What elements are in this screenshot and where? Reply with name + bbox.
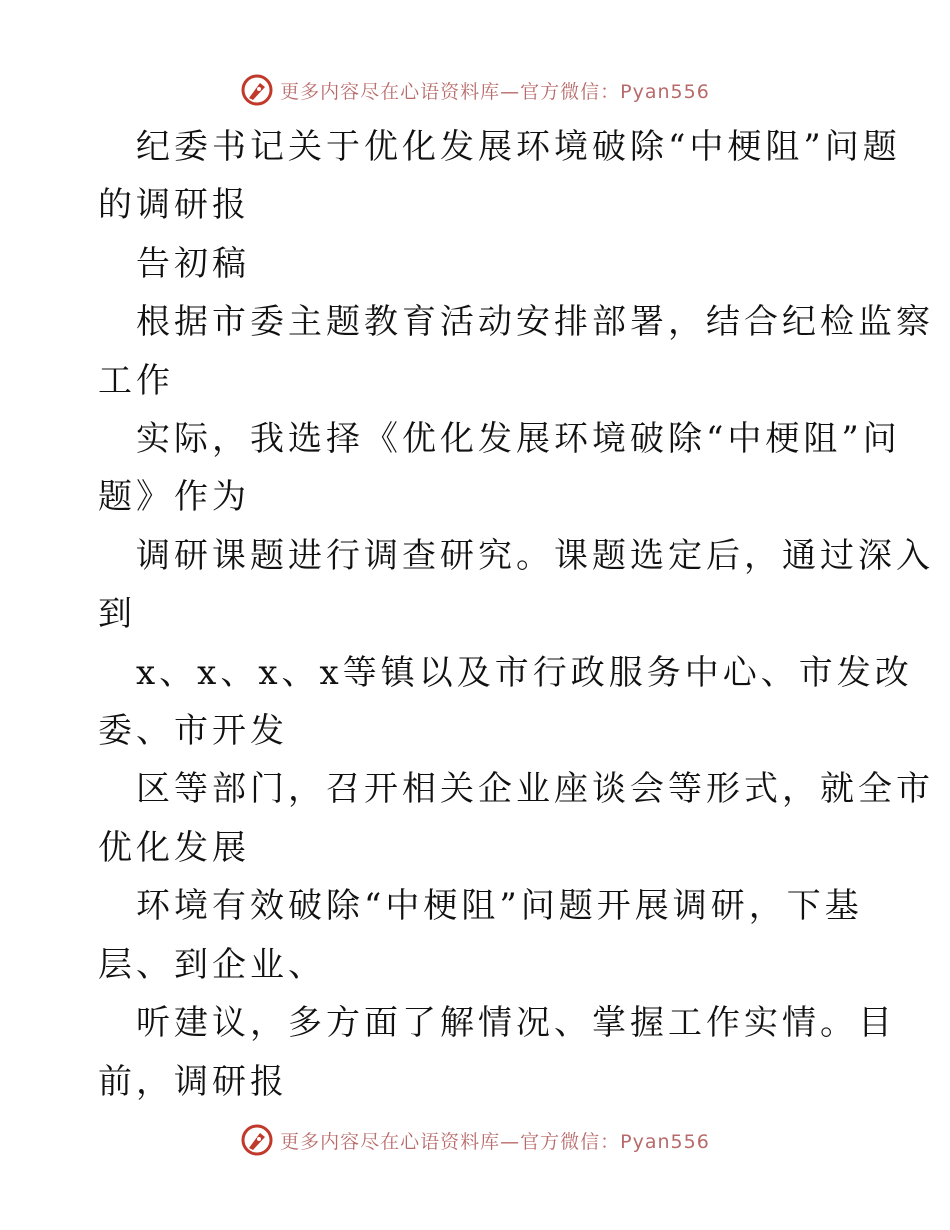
pen-nib-logo-icon [240, 73, 274, 107]
body-text-line: 委、市开发 [98, 711, 288, 752]
footer-banner [0, 1120, 950, 1160]
body-text-line: 实际，我选择《优化发展环境破除“中梗阻”问 [136, 419, 901, 460]
header-banner-text: 更多内容尽在心语资料库—官方微信：Pyan556 [280, 80, 710, 103]
body-text-line: 区等部门，召开相关企业座谈会等形式，就全市 [136, 769, 934, 810]
body-text-line: 调研课题进行调查研究。课题选定后，通过深入 [136, 535, 934, 576]
body-text-line: 工作 [98, 360, 174, 401]
body-text-line: 根据市委主题教育活动安排部署，结合纪检监察 [136, 302, 934, 343]
pen-nib-logo-icon [240, 1123, 274, 1157]
body-text-line: 层、到企业、 [98, 944, 326, 985]
body-text-line: 听建议，多方面了解情况、掌握工作实情。目 [136, 1003, 896, 1044]
body-text-line: 优化发展 [98, 827, 250, 868]
body-text-line: 的调研报 [98, 185, 250, 226]
body-text-line: 前，调研报 [98, 1061, 288, 1102]
document-body [0, 118, 950, 1111]
body-text-line: 题》作为 [98, 477, 250, 518]
body-text-line: 告初稿 [136, 243, 250, 284]
body-text-line: 纪委书记关于优化发展环境破除“中梗阻”问题 [136, 127, 901, 167]
body-text-line: 环境有效破除“中梗阻”问题开展调研，下基 [136, 886, 863, 927]
footer-banner-text: 更多内容尽在心语资料库—官方微信：Pyan556 [280, 1130, 710, 1153]
body-text-line: x、x、x、x等镇以及市行政服务中心、市发改 [136, 652, 913, 693]
body-text-line: 到 [98, 594, 136, 635]
header-banner [0, 70, 950, 110]
